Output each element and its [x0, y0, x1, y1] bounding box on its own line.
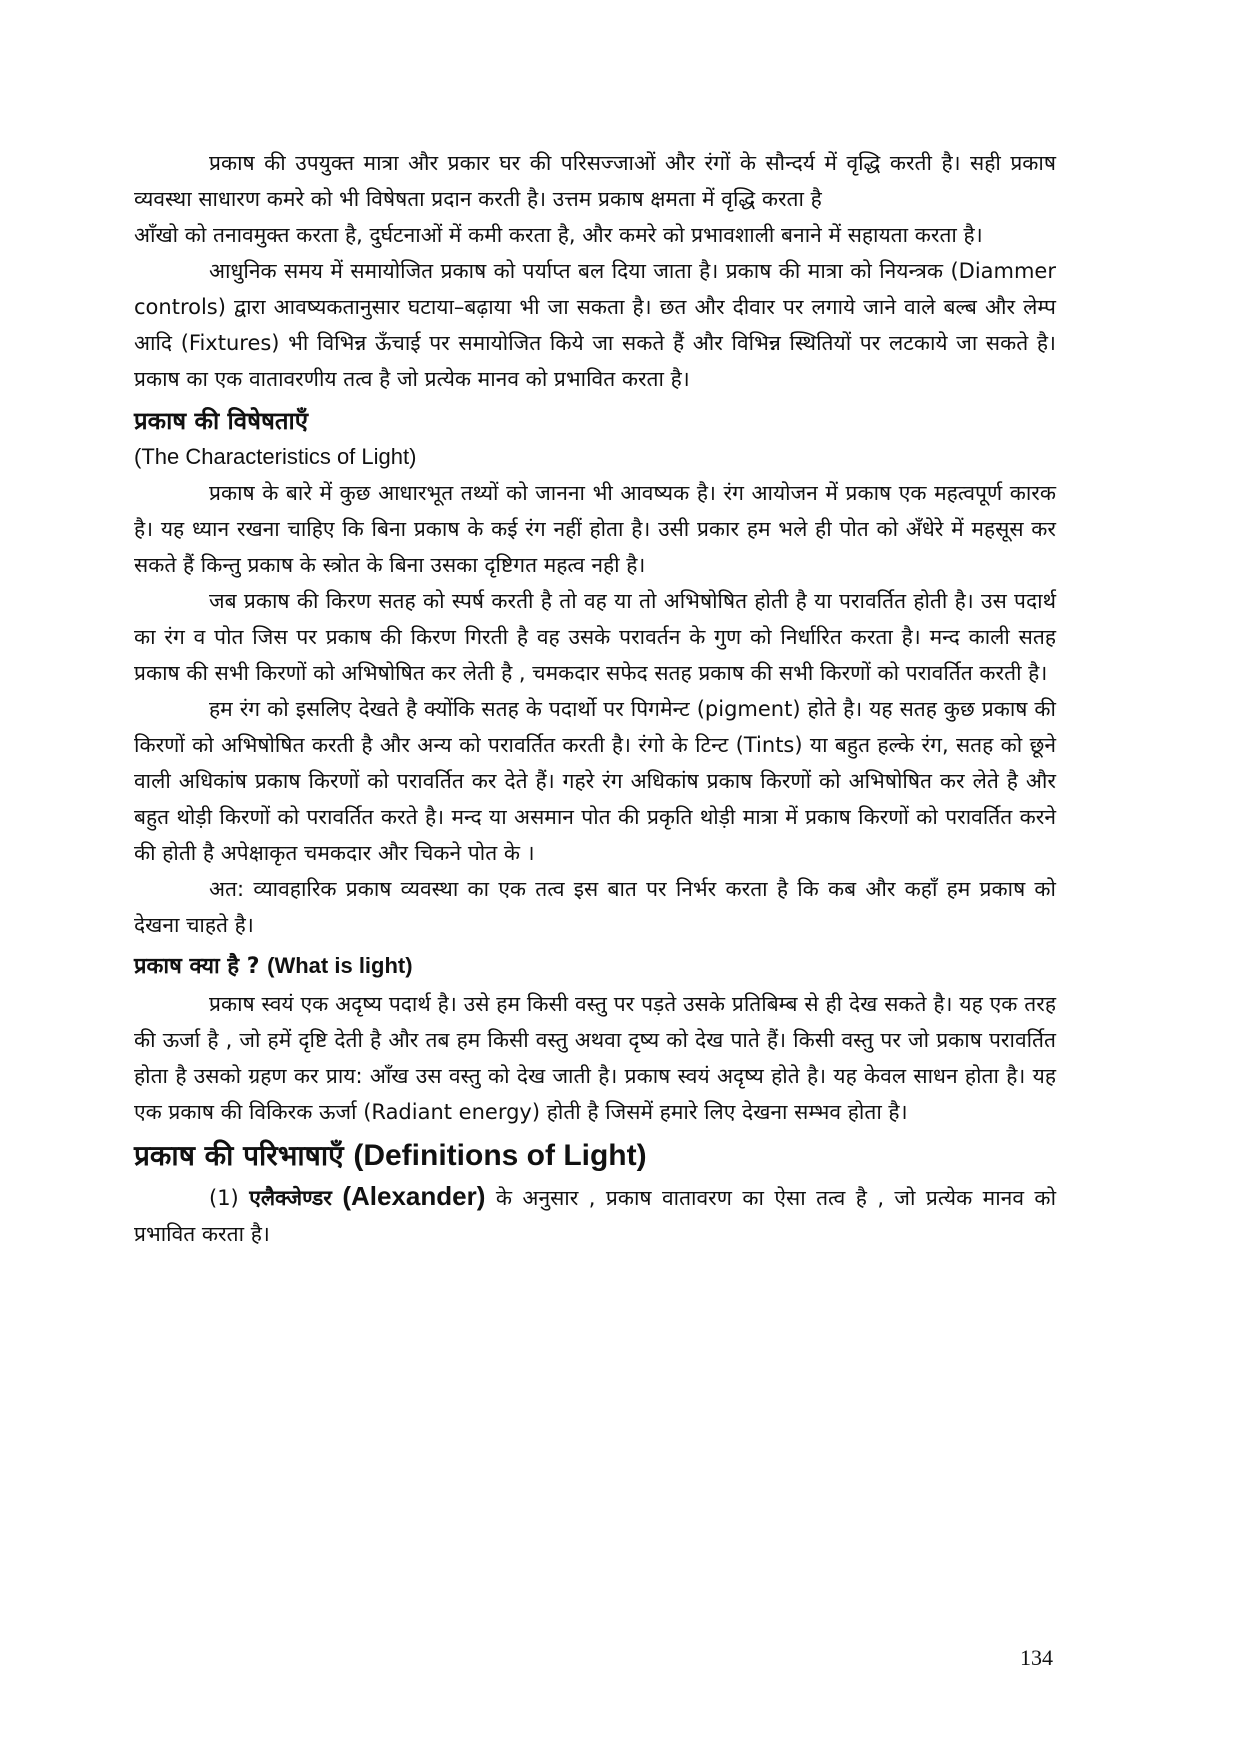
paragraph-pigment: हम रंग को इसलिए देखते है क्योंकि सतह के पदार्थो पर पिगमेन्ट (pigment) होते है। यह सतह कुछ प्रकाष की किरणों को अभिषोषित करती है और अन्य को परावर्तित करती है। रंगो के टिन्ट (Tints) या बहुत हल्के रंग, सतह को छूने वाली अधिकांष प्रकाष किरणों को परावर्तित कर देते हैं। गहरे रंग अधिकांष प्रकाष किरणों को अभिषोषित कर लेते है और बहुत थोड़ी किरणों को परावर्तित करते है। मन्द या असमान पोत की प्रकृति थोड़ी मात्रा में प्रकाष किरणों को परावर्तित करने की होती है अपेक्षाकृत चमकदार और चिकने पोत के ।: [134, 697, 1056, 865]
definition-author-en: (Alexander): [342, 1181, 486, 1211]
heading-characteristics: प्रकाष की विषेषताएँ: [134, 407, 309, 435]
definition-author-hi: एलैक्जेण्डर: [249, 1186, 332, 1210]
heading-what-is-light-hi: प्रकाष क्या है ?: [134, 954, 260, 979]
definition-item-1: [134, 1178, 1056, 1252]
paragraph-modern-lighting: आधुनिक समय में समायोजित प्रकाष को पर्याप्त बल दिया जाता है। प्रकाष की मात्रा को नियन्त्रक (Diammer controls) द्वारा आवष्यकतानुसार घटाया–बढ़ाया भी जा सकता है। छत और दीवार पर लगाये जाने वाले बल्ब और लेम्प आदि (Fixtures) भी विभिन्न ऊँचाई पर समायोजित किये जा सकते हैं और विभिन्न स्थितियों पर लटकाये जा सकते है। प्रकाष का एक वातावरणीय तत्व है जो प्रत्येक मानव को प्रभावित करता है।: [134, 259, 1056, 391]
paragraph-reflection: जब प्रकाष की किरण सतह को स्पर्ष करती है तो वह या तो अभिषोषित होती है या परावर्तित होती है। उस पदार्थ का रंग व पोत जिस पर प्रकाष की किरण गिरती है वह उसके परावर्तन के गुण को निर्धारित करता है। मन्द काली सतह प्रकाष की सभी किरणों को अभिषोषित कर लेती है , चमकदार सफेद सतह प्रकाष की सभी किरणों को परावर्तित करती है।: [134, 589, 1056, 685]
paragraph-eyes: आँखो को तनावमुक्त करता है, दुर्घटनाओं में कमी करता है, और कमरे को प्रभावशाली बनाने में सहायता करता है।: [134, 223, 983, 247]
subheading-characteristics-en: (The Characteristics of Light): [134, 444, 417, 469]
definition-text: के अनुसार , प्रकाष वातावरण का ऐसा तत्व है , जो प्रत्येक मानव को प्रभावित करता है।: [134, 1186, 1057, 1246]
definition-number: (1): [209, 1186, 239, 1210]
heading-definitions-hi: प्रकाष की परिभाषाएँ: [134, 1139, 344, 1172]
heading-definitions-en: (Definitions of Light): [353, 1139, 647, 1172]
paragraph-light-invisible: प्रकाष स्वयं एक अदृष्य पदार्थ है। उसे हम किसी वस्तु पर पड़ते उसके प्रतिबिम्ब से ही देख सकते है। यह एक तरह की ऊर्जा है , जो हमें दृष्टि देती है और तब हम किसी वस्तु अथवा दृष्य को देख पाते हैं। किसी वस्तु पर जो प्रकाष परावर्तित होता है उसको ग्रहण कर प्राय: आँख उस वस्तु को देख जाती है। प्रकाष स्वयं अदृष्य होते है। यह केवल साधन होता है। यह एक प्रकाष की विकिरक ऊर्जा (Radiant energy) होती है जिसमें हमारे लिए देखना सम्भव होता है।: [134, 992, 1056, 1124]
paragraph-intro: प्रकाष की उपयुक्त मात्रा और प्रकार घर की परिसज्जाओं और रंगों के सौन्दर्य में वृद्धि करती है। सही प्रकाष व्यवस्था साधारण कमरे को भी विषेषता प्रदान करती है। उत्तम प्रकाष क्षमता में वृद्धि करता है: [134, 151, 1056, 211]
heading-what-is-light: [134, 947, 1056, 986]
paragraph-basic-facts: प्रकाष के बारे में कुछ आधारभूत तथ्यों को जानना भी आवष्यक है। रंग आयोजन में प्रकाष एक महत्वपूर्ण कारक है। यह ध्यान रखना चाहिए कि बिना प्रकाष के कई रंग नहीं होता है। उसी प्रकार हम भले ही पोत को अँधेरे में महसूस कर सकते हैं किन्तु प्रकाष के स्त्रोत के बिना उसका दृष्टिगत महत्व नही है।: [134, 481, 1056, 577]
heading-what-is-light-en: (What is light): [267, 953, 413, 978]
paragraph-practical: अत: व्यावहारिक प्रकाष व्यवस्था का एक तत्व इस बात पर निर्भर करता है कि कब और कहाँ हम प्रकाष को देखना चाहते है।: [134, 877, 1056, 937]
heading-definitions: [134, 1134, 1056, 1178]
page-content: [134, 145, 1056, 1252]
page-number: 134: [1020, 1645, 1053, 1670]
